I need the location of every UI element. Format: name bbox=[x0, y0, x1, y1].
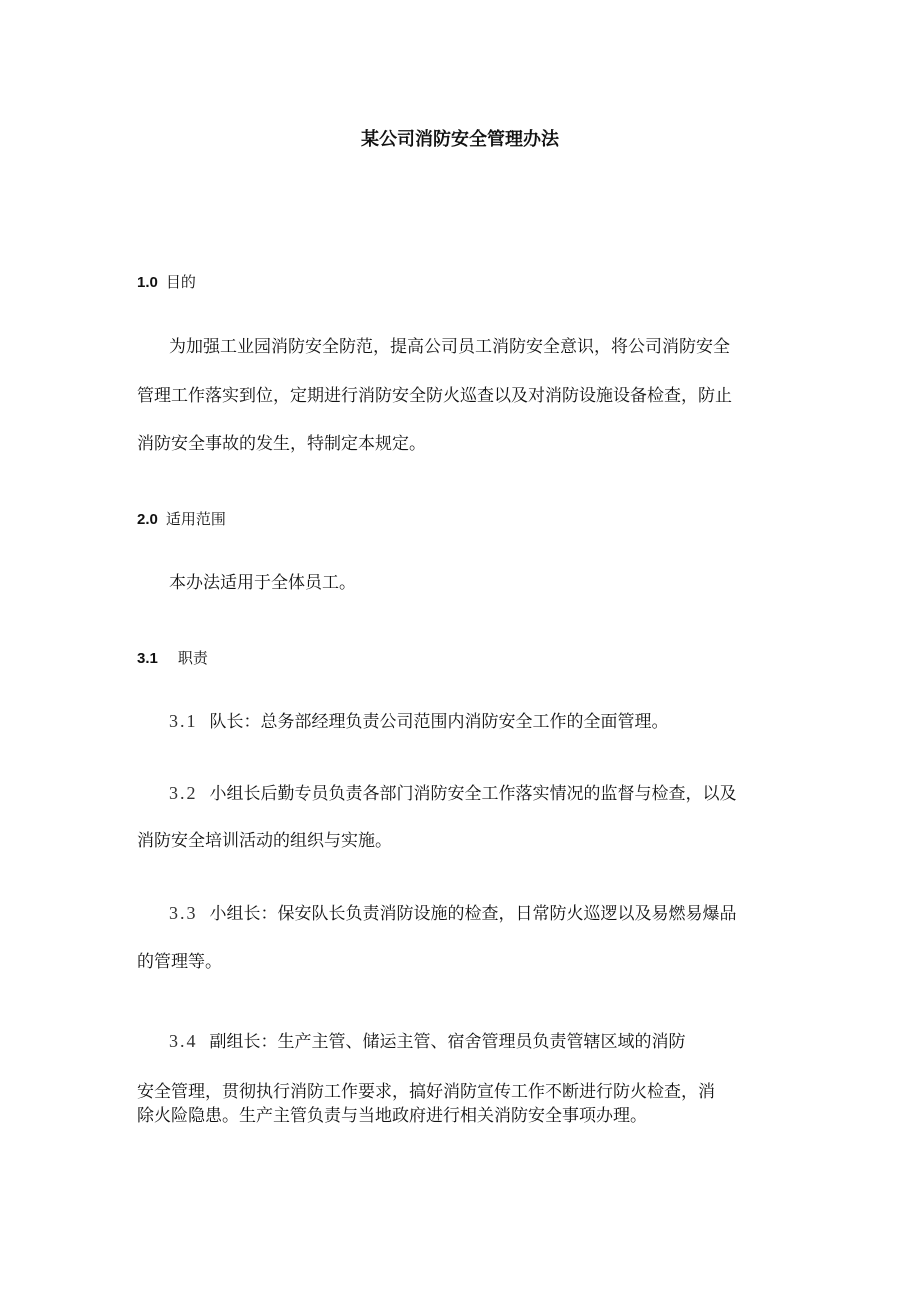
duty-item-text: 小组长后勤专员负责各部门消防安全工作落实情况的监督与检查，以及 bbox=[209, 784, 737, 804]
paragraph-line: 的管理等。 bbox=[137, 952, 222, 972]
paragraph-line: 管理工作落实到位，定期进行消防安全防火巡查以及对消防设施设备检查，防止 bbox=[137, 386, 732, 406]
duty-item-text: 队长：总务部经理负责公司范围内消防安全工作的全面管理。 bbox=[209, 712, 669, 732]
paragraph-line: 消防安全事故的发生，特制定本规定。 bbox=[137, 434, 426, 454]
paragraph-line: 本办法适用于全体员工。 bbox=[169, 573, 356, 593]
section-title: 职责 bbox=[177, 649, 208, 667]
duty-item-number: 3.1 bbox=[169, 711, 198, 731]
paragraph-line: 为加强工业园消防安全防范，提高公司员工消防安全意识，将公司消防安全 bbox=[169, 337, 730, 357]
duty-item-number: 3.2 bbox=[169, 783, 198, 803]
duty-item-line bbox=[169, 782, 737, 805]
section-heading-scope bbox=[137, 508, 226, 531]
document-title: 某公司消防安全管理办法 bbox=[361, 129, 559, 150]
duty-item-line bbox=[169, 902, 737, 925]
section-title: 适用范围 bbox=[165, 510, 226, 528]
duty-item-number: 3.3 bbox=[169, 903, 198, 923]
duty-item-text: 小组长：保安队长负责消防设施的检查，日常防火巡逻以及易燃易爆品 bbox=[209, 904, 737, 924]
paragraph-line: 除火险隐患。生产主管负责与当地政府进行相关消防安全事项办理。 bbox=[137, 1106, 647, 1126]
paragraph-line: 安全管理，贯彻执行消防工作要求，搞好消防宣传工作不断进行防火检查，消 bbox=[137, 1082, 715, 1102]
section-title: 目的 bbox=[165, 273, 196, 291]
duty-item-text: 副组长：生产主管、储运主管、宿舍管理员负责管辖区域的消防 bbox=[209, 1032, 686, 1052]
paragraph-line: 消防安全培训活动的组织与实施。 bbox=[137, 831, 392, 851]
duty-item-line bbox=[169, 1030, 686, 1053]
section-heading-purpose bbox=[137, 271, 196, 294]
duty-item-number: 3.4 bbox=[169, 1031, 198, 1051]
duty-item-line bbox=[169, 710, 669, 733]
section-heading-duties bbox=[137, 647, 208, 670]
section-number: 1.0 bbox=[137, 274, 158, 291]
section-number: 2.0 bbox=[137, 511, 158, 528]
section-number: 3.1 bbox=[137, 650, 158, 667]
